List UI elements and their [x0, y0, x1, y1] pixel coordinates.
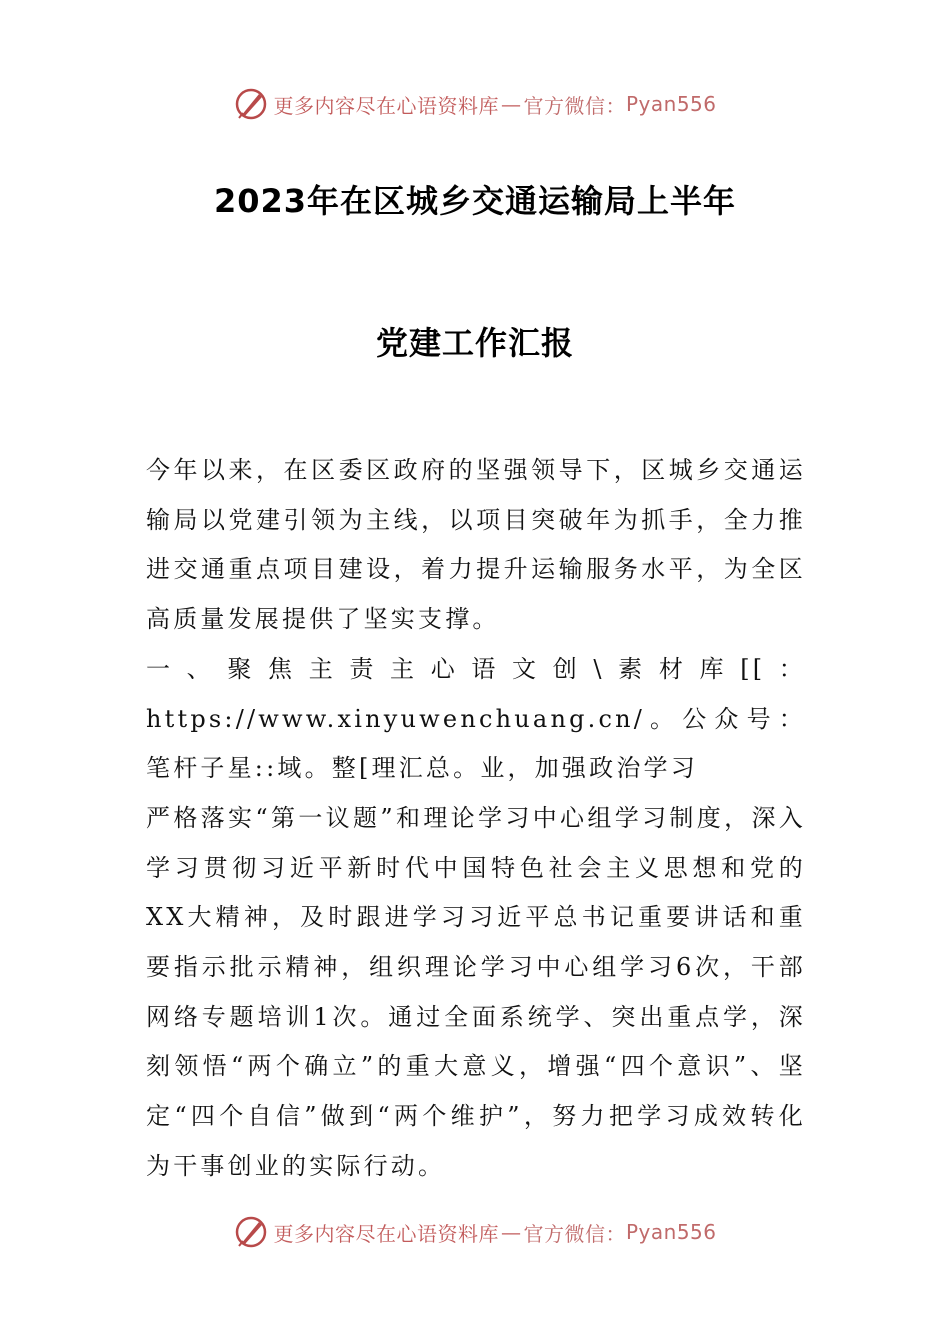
document-title-line-2: 党建工作汇报	[375, 324, 574, 362]
quill-logo-icon	[233, 1214, 269, 1250]
document-title-line-1: 2023年在区城乡交通运输局上半年	[213, 182, 737, 220]
banner-site-name: 更多内容尽在心语资料库	[273, 93, 499, 118]
banner-wechat-id: Pyan556	[625, 1220, 717, 1244]
footer-banner	[0, 1214, 950, 1250]
body-paragraph: 严格落实“第一议题”和理论学习中心组学习制度，深入学习贯彻习近平新时代中国特色社会主义思想和党的XX大精神，及时跟进学习习近平总书记重要讲话和重要指示批示精神，组织理论学习中心组学习6次，干部网络专题培训1次。通过全面系统学、突出重点学，深刻领悟“两个确立”的重大意义，增强“四个意识”、坚定“四个自信”做到“两个维护”，努力把学习成效转化为干事创业的实际行动。	[146, 803, 806, 1180]
banner-separator: —	[500, 92, 522, 116]
banner-wechat-label: 官方微信：	[523, 93, 626, 118]
quill-logo-icon	[233, 86, 269, 122]
document-body	[146, 446, 806, 1192]
banner-wechat-label: 官方微信：	[523, 1221, 626, 1246]
banner-site-name: 更多内容尽在心语资料库	[273, 1221, 499, 1246]
banner-separator: —	[500, 1220, 522, 1244]
header-banner	[0, 86, 950, 122]
intro-paragraph: 今年以来，在区委区政府的坚强领导下，区城乡交通运输局以党建引领为主线，以项目突破年为抓手，全力推进交通重点项目建设，着力提升运输服务水平，为全区高质量发展提供了坚实支撑。	[146, 456, 806, 634]
section-heading: 一、聚焦主责主心语文创\素材库[[：https://www.xinyuwenchuang.cn/。公众号：笔杆子星::域。整[理汇总。业，加强政治学习	[146, 654, 806, 783]
banner-wechat-id: Pyan556	[625, 92, 717, 116]
